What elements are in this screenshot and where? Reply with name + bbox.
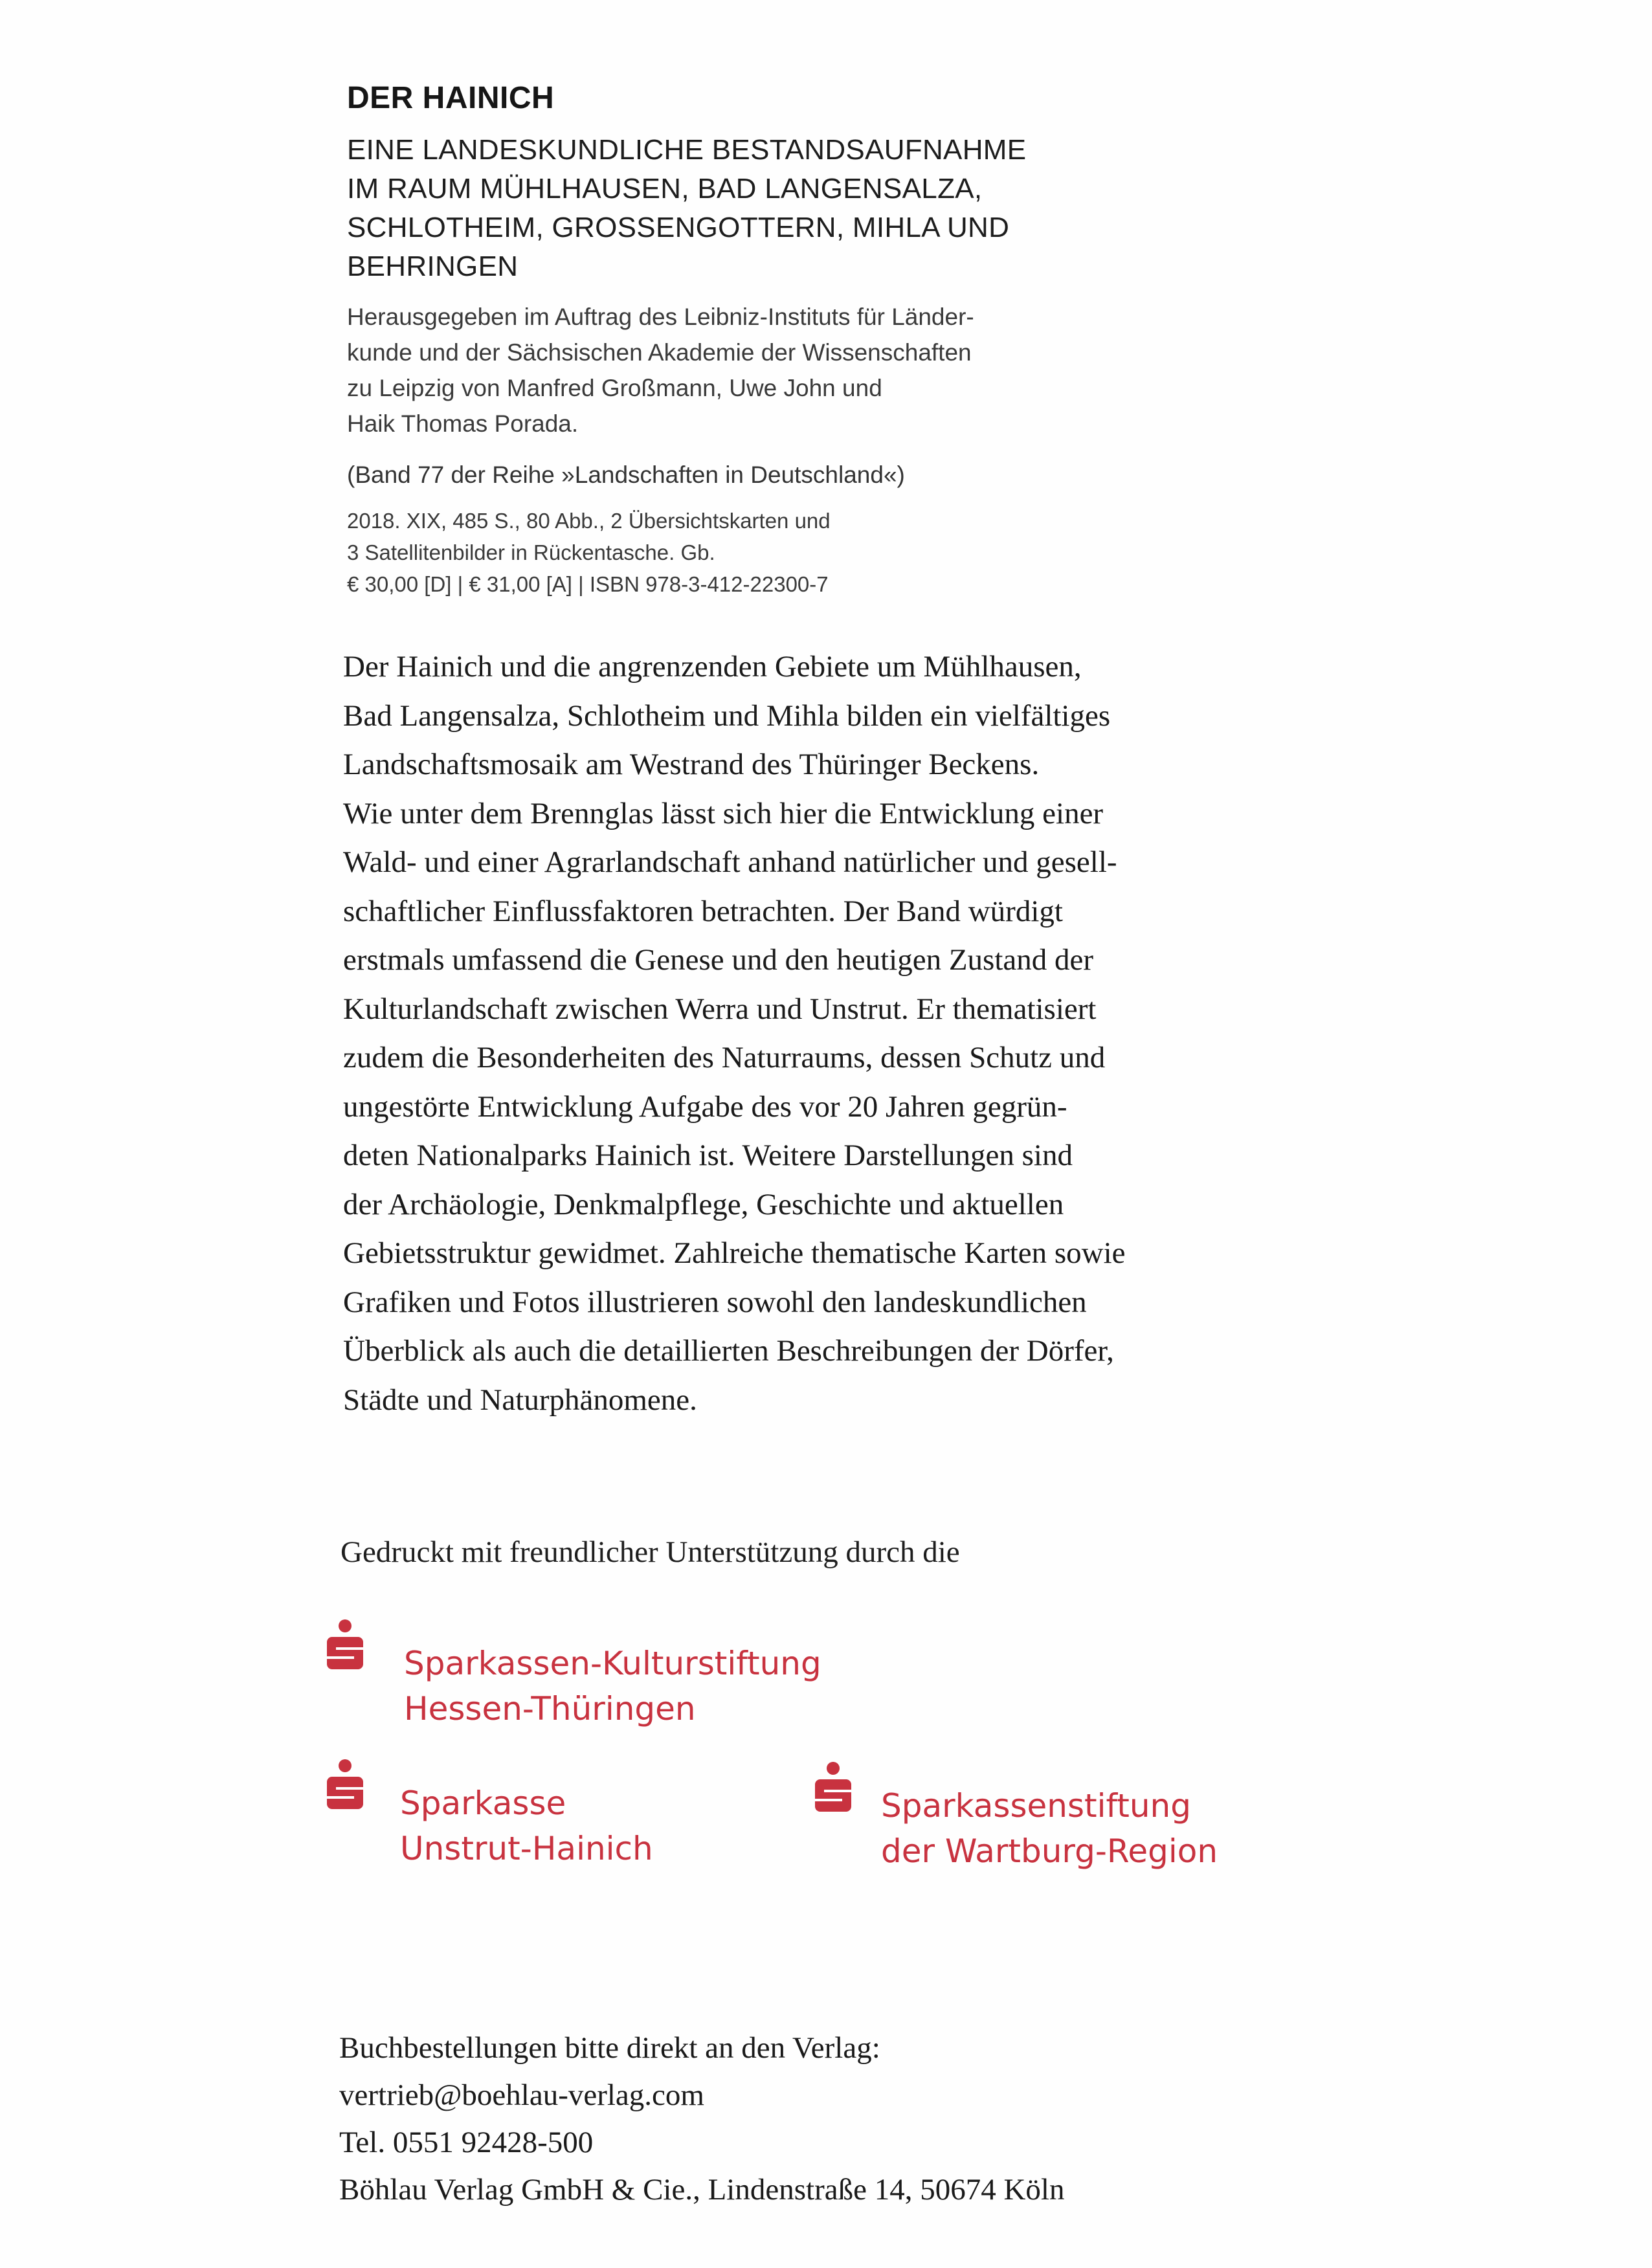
series-info: (Band 77 der Reihe »Landschaften in Deutschland«) [347,461,905,488]
sparkasse-s-icon [327,1759,363,1811]
description-line: Grafiken und Fotos illustrieren sowohl den landeskundlichen [343,1285,1087,1319]
book-subtitle [347,131,1026,286]
book-description [343,643,1126,1425]
sponsor-name-line: Sparkasse [400,1784,566,1822]
order-phone: Tel. 0551 92428-500 [339,2126,594,2159]
sparkasse-s-icon [327,1619,363,1671]
description-line: schaftlicher Einflussfaktoren betrachten. Der Band würdigt [343,894,1063,928]
specs-line: 3 Satellitenbilder in Rückentasche. Gb. [347,540,715,564]
editors-line: Haik Thomas Porada. [347,410,579,437]
book-title: DER HAINICH [347,81,555,115]
editors-line: kunde und der Sächsischen Akademie der Wissenschaften [347,339,972,366]
sponsor-name-line: Unstrut-Hainich [400,1830,653,1867]
description-line: Wie unter dem Brennglas lässt sich hier die Entwicklung einer [343,796,1104,830]
order-info [339,2025,1064,2214]
description-line: Überblick als auch die detaillierten Beschreibungen der Dörfer, [343,1334,1114,1368]
sponsor-name-line: Hessen-Thüringen [404,1690,696,1728]
description-line: erstmals umfassend die Genese und den heutigen Zustand der [343,943,1094,977]
subtitle-line: BEHRINGEN [347,250,519,282]
description-line: Landschaftsmosaik am Westrand des Thüringer Beckens. [343,748,1040,781]
description-line: Bad Langensalza, Schlotheim und Mihla bilden ein vielfältiges [343,698,1111,733]
description-line: Städte und Naturphänomene. [343,1383,697,1417]
editors-line: zu Leipzig von Manfred Großmann, Uwe John und [347,375,882,401]
description-line: Kulturlandschaft zwischen Werra und Unstrut. Er thematisiert [343,992,1097,1026]
order-intro: Buchbestellungen bitte direkt an den Verlag: [339,2031,880,2065]
sparkasse-s-icon [815,1762,851,1814]
publisher-address: Böhlau Verlag GmbH & Cie., Lindenstraße 14, 50674 Köln [339,2173,1065,2207]
description-line: deten Nationalparks Hainich ist. Weitere Darstellungen sind [343,1139,1073,1172]
sponsor-name [404,1641,821,1731]
subtitle-line: EINE LANDESKUNDLICHE BESTANDSAUFNAHME [347,134,1027,166]
sponsor-name-line: Sparkassenstiftung [881,1787,1191,1825]
subtitle-line: SCHLOTHEIM, GROSSENGOTTERN, MIHLA UND [347,212,1010,243]
order-email-link[interactable]: vertrieb@boehlau-verlag.com [339,2078,704,2112]
description-line: ungestörte Entwicklung Aufgabe des vor 20 Jahren gegrün- [343,1089,1067,1124]
price-isbn-line: € 30,00 [D] | € 31,00 [A] | ISBN 978-3-412-22300-7 [347,572,829,596]
specs-line: 2018. XIX, 485 S., 80 Abb., 2 Übersichtskarten und [347,509,831,533]
subtitle-line: IM RAUM MÜHLHAUSEN, BAD LANGENSALZA, [347,173,983,205]
description-line: der Archäologie, Denkmalpflege, Geschichte und aktuellen [343,1187,1064,1221]
description-line: zudem die Besonderheiten des Naturraums, dessen Schutz und [343,1041,1106,1074]
sponsor-name [400,1781,653,1871]
description-line: Der Hainich und die angrenzenden Gebiete um Mühlhausen, [343,650,1082,684]
sponsor-name-line: Sparkassen-Kulturstiftung [404,1645,821,1682]
description-line: Wald- und einer Agrarlandschaft anhand natürlicher und gesell- [343,845,1117,879]
support-note: Gedruckt mit freundlicher Unterstützung durch die [340,1535,960,1569]
editors-line: Herausgegeben im Auftrag des Leibniz-Instituts für Länder- [347,304,974,330]
description-line: Gebietsstruktur gewidmet. Zahlreiche thematische Karten sowie [343,1236,1126,1270]
sponsor-name [881,1783,1218,1874]
editors-info [347,299,974,441]
book-specs [347,505,831,600]
sponsor-name-line: der Wartburg-Region [881,1832,1218,1870]
